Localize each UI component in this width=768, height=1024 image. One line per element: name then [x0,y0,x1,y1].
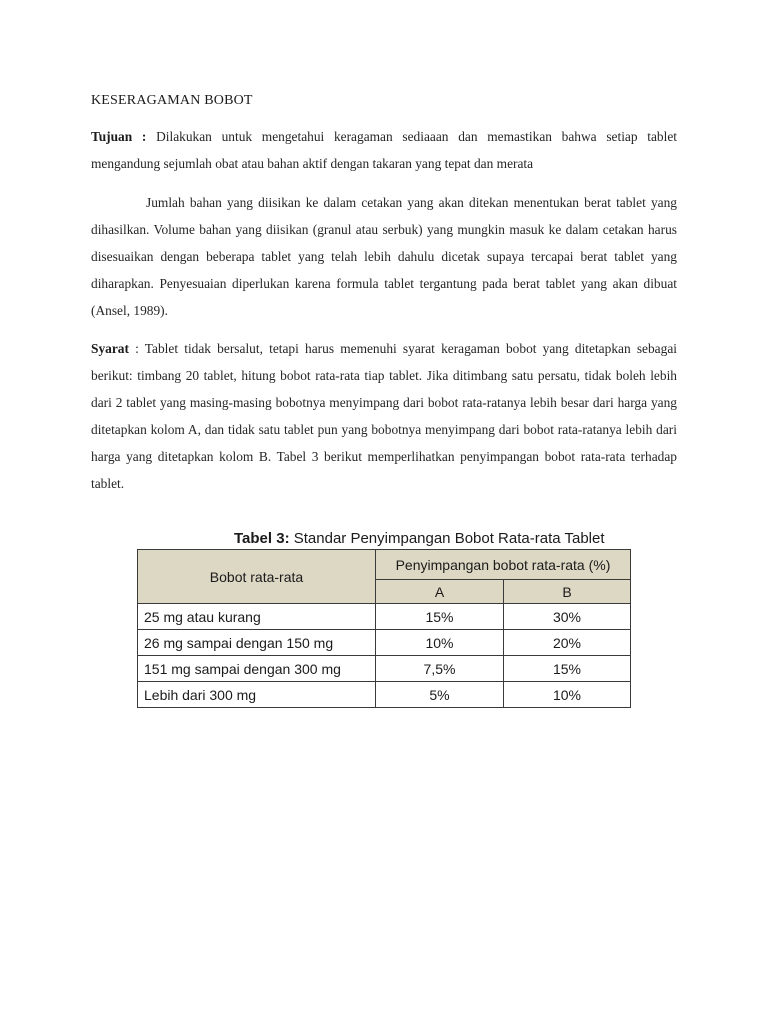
requirement-text: : Tablet tidak bersalut, tetapi harus memenuhi syarat keragaman bobot yang ditetapkan sebagai berikut: timbang 20 tablet, hitung bobot rata-rata tiap tablet. Jika ditimbang satu persatu, tidak boleh lebih dari 2 tablet yang masing-masing bobotnya menyimpang dari bobot rata-ratanya lebih besar dari harga yang ditetapkan kolom A, dan tidak satu tablet pun yang bobotnya menyimpang dari bobot rata-ratanya lebih dari harga yang ditetapkan kolom B. Tabel 3 berikut memperlihatkan penyimpangan bobot rata-rata terhadap tablet. [91,341,677,491]
purpose-paragraph [91,123,677,177]
purpose-text: Dilakukan untuk mengetahui keragaman sediaaan dan memastikan bahwa setiap tablet mengandung sejumlah obat atau bahan aktif dengan takaran yang tepat dan merata [91,129,677,171]
body-paragraph: Jumlah bahan yang diisikan ke dalam cetakan yang akan ditekan menentukan berat tablet yang dihasilkan. Volume bahan yang diisikan (granul atau serbuk) yang mungkin masuk ke dalam cetakan harus disesuaikan dengan beberapa tablet yang telah lebih dahulu dicetak supaya tercapai berat tablet yang diharapkan. Penyesuaian diperlukan karena formula tablet tergantung pada berat tablet yang akan dibuat (Ansel, 1989). [91,195,677,318]
table-row [138,682,631,708]
row-weight: 26 mg sampai dengan 150 mg [138,630,376,656]
row-value-a: 15% [376,604,504,630]
table-row [138,656,631,682]
row-weight: Lebih dari 300 mg [138,682,376,708]
table-caption-title: Standar Penyimpangan Bobot Rata-rata Tablet [293,530,605,547]
header-column-b: B [504,580,631,604]
purpose-label: Tujuan : [91,129,147,144]
requirement-label: Syarat [91,341,129,356]
page-title: KESERAGAMAN BOBOT [91,93,253,108]
row-value-a: 10% [376,630,504,656]
row-value-b: 30% [504,604,631,630]
requirement-paragraph [91,335,677,497]
row-value-b: 20% [504,630,631,656]
header-column-a: A [376,580,504,604]
header-deviation: Penyimpangan bobot rata-rata (%) [376,550,631,580]
row-weight: 151 mg sampai dengan 300 mg [138,656,376,682]
table-row [138,630,631,656]
row-weight: 25 mg atau kurang [138,604,376,630]
table-caption [234,530,605,547]
row-value-b: 15% [504,656,631,682]
header-weight: Bobot rata-rata [138,550,376,604]
row-value-a: 7,5% [376,656,504,682]
table-caption-number: Tabel 3: [234,530,290,547]
deviation-table [137,549,631,708]
row-value-a: 5% [376,682,504,708]
table-row [138,604,631,630]
row-value-b: 10% [504,682,631,708]
